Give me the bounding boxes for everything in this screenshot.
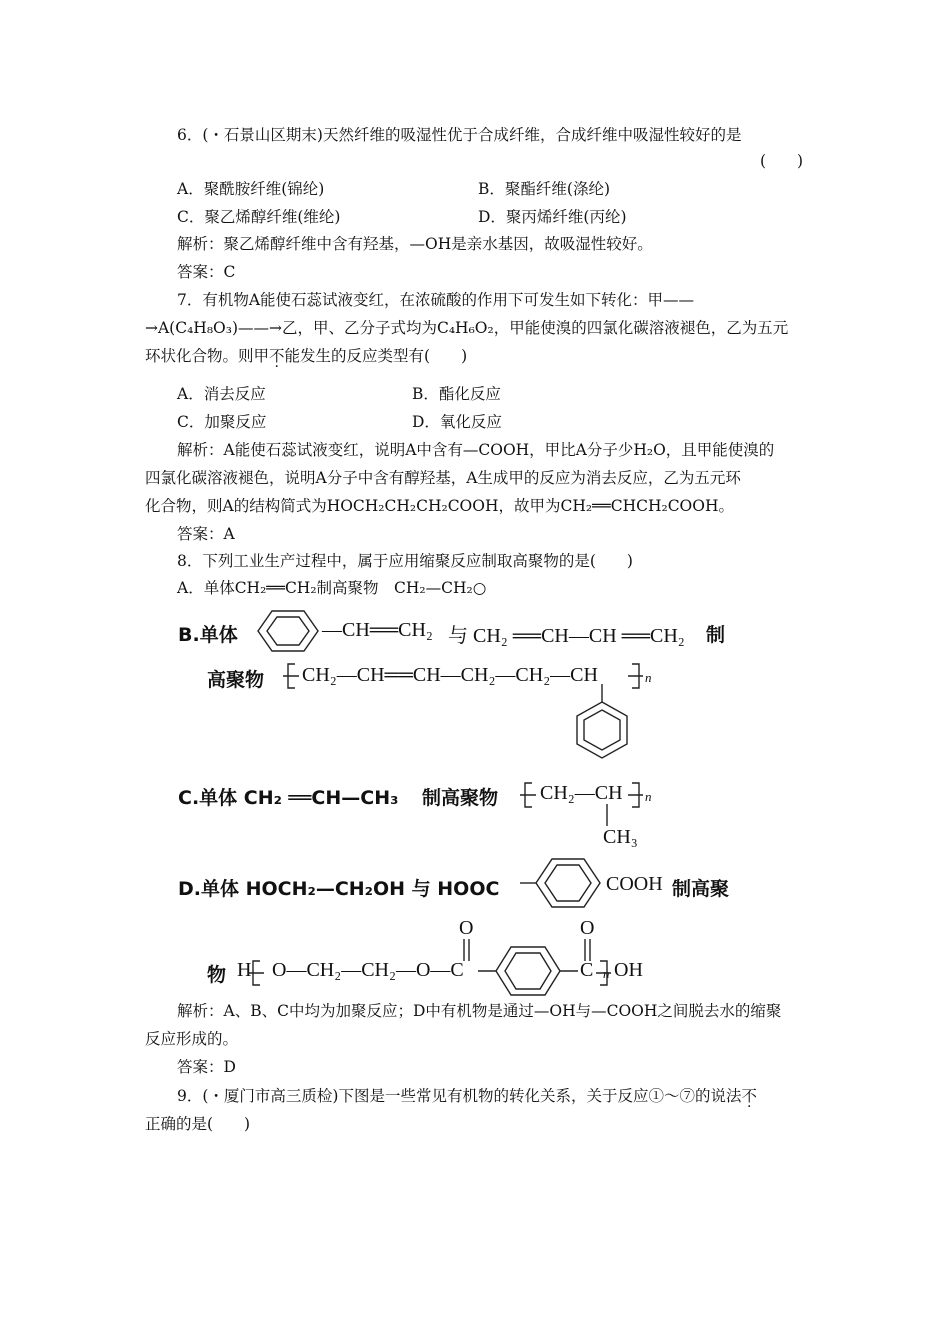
q7-option-c: C．加聚反应 — [177, 413, 267, 431]
q6-option-c: C．聚乙烯醇纤维(维纶) — [177, 208, 341, 226]
q6-analysis: 解析：聚乙烯醇纤维中含有羟基，—OH是亲水基因，故吸湿性较好。 — [177, 235, 653, 253]
q8-option-b-n: n — [645, 670, 652, 685]
bracket-right — [628, 783, 643, 807]
q7-stem-line3: 环状化合物。则甲不能发生的反应类型有( ) — [145, 347, 468, 365]
q8-option-a: A．单体CH₂══CH₂制高聚物 CH₂—CH₂○ — [177, 579, 487, 597]
q8-option-d-carbon2: C — [580, 959, 594, 981]
q7-stem-line1: 7．有机物A能使石蕊试液变红，在浓硫酸的作用下可发生如下转化：甲—— — [177, 291, 695, 309]
q8-stem: 8．下列工业生产过程中，属于应用缩聚反应制取高聚物的是( ) — [177, 552, 633, 570]
q8-option-d-oxygen2: O — [580, 917, 595, 939]
q8-analysis-line1: 解析：A、B、C中均为加聚反应；D中有机物是通过—OH与—COOH之间脱去水的缩聚 — [177, 1002, 782, 1020]
q6-answer-bracket: ( ) — [760, 152, 804, 170]
bracket-left — [520, 783, 536, 807]
q7-option-a: A．消去反应 — [177, 385, 266, 403]
q6-answer: 答案：C — [177, 263, 236, 281]
q8-option-b-label: B.单体 — [178, 624, 238, 646]
q8-option-b-monomer1: —CH══CH₂ — [322, 619, 433, 641]
emphasis-dot-char: 不 — [269, 347, 285, 365]
q8-option-d-polymer-label: 物 — [207, 964, 227, 986]
bracket-left — [283, 664, 299, 688]
q6-option-a: A．聚酰胺纤维(锦纶) — [177, 180, 325, 198]
benzene-ring-icon — [258, 611, 318, 651]
q8-option-d-oh: OH — [614, 959, 643, 981]
q8-option-c-polymer: CH₂—CH — [540, 782, 623, 804]
q8-option-d-monomers: D.单体 HOCH₂—CH₂OH 与 HOOC — [178, 878, 500, 900]
q8-option-d-chain: O—CH₂—CH₂—O—C — [272, 959, 464, 981]
q8-option-c-n: n — [645, 789, 652, 804]
q8-option-b-make: 制 — [706, 624, 726, 646]
q6-option-b: B．聚酯纤维(涤纶) — [478, 180, 610, 198]
q8-option-b-polymer-label: 高聚物 — [207, 669, 265, 691]
bracket-left — [248, 961, 264, 985]
bracket-right — [628, 664, 643, 688]
q8-option-c-monomer: C.单体 CH₂ ══CH—CH₃ — [178, 787, 399, 809]
q8-option-d-make: 制高聚 — [672, 878, 730, 900]
emphasis-dot-char: 不 — [741, 1087, 757, 1105]
q7-option-b: B．酯化反应 — [412, 385, 501, 403]
q7-analysis-line2: 四氯化碳溶液褪色，说明A分子中含有醇羟基，A生成甲的反应为消去反应，乙为五元环 — [145, 469, 741, 487]
q8-analysis-line2: 反应形成的。 — [145, 1030, 239, 1048]
q7-answer: 答案：A — [177, 525, 235, 543]
q6-stem: 6．(・石景山区期末)天然纤维的吸湿性优于合成纤维，合成纤维中吸湿性较好的是 — [177, 126, 742, 144]
q6-option-d: D．聚丙烯纤维(丙纶) — [478, 208, 627, 226]
q8-option-d-cooh: COOH — [606, 873, 663, 895]
q7-analysis-line1: 解析：A能使石蕊试液变红，说明A中含有—COOH，甲比A分子少H₂O，且甲能使溴的 — [177, 441, 775, 459]
q8-answer: 答案：D — [177, 1058, 236, 1076]
q9-stem-line1: 9．(・厦门市高三质检)下图是一些常见有机物的转化关系，关于反应①～⑦的说法不 — [177, 1087, 757, 1105]
benzene-ring-icon — [577, 702, 627, 758]
q8-option-c-make: 制高聚物 — [422, 787, 499, 809]
q7-stem-line2: →A(C₄H₈O₃)——→乙，甲、乙分子式均为C₄H₆O₂，甲能使溴的四氯化碳溶液褪色，乙为五元 — [145, 319, 789, 337]
q8-option-c-methyl: CH₃ — [603, 826, 638, 848]
q8-option-b-polymer: CH₂—CH══CH—CH₂—CH₂—CH — [302, 664, 598, 686]
benzene-ring-icon — [496, 947, 560, 995]
q7-option-d: D．氧化反应 — [412, 413, 502, 431]
bracket-right — [596, 961, 611, 985]
benzene-ring-icon — [536, 859, 600, 907]
q9-stem-line2: 正确的是( ) — [145, 1115, 251, 1133]
q8-option-d-n: n — [603, 966, 610, 981]
q8-option-b-monomer2: 与 CH₂ ══CH—CH ══CH₂ — [448, 625, 685, 647]
q8-option-d-oxygen1: O — [459, 917, 474, 939]
q8-option-d-h: H — [237, 959, 252, 981]
q7-analysis-line3: 化合物，则A的结构简式为HOCH₂CH₂CH₂COOH，故甲为CH₂══CHCH₂COOH。 — [145, 497, 734, 515]
